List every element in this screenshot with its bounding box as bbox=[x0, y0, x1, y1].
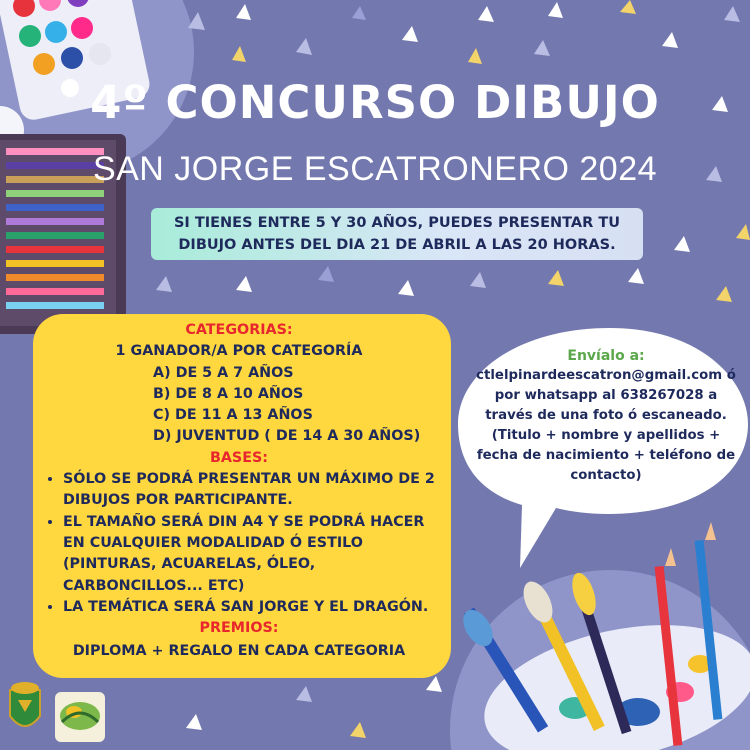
contact-line: (Titulo + nombre y apellidos + bbox=[491, 428, 721, 443]
contact-label: Envíalo a: bbox=[567, 348, 645, 364]
contact-line: fecha de nacimiento + teléfono de bbox=[476, 448, 736, 463]
rule-item: • SÓLO SE PODRÁ PRESENTAR UN MÁXIMO DE 2 DIBUJOS POR PARTICIPANTE. bbox=[63, 469, 437, 512]
contact-info bbox=[468, 346, 744, 486]
poster-subtitle: SAN JORGE ESCATRONERO 2024 bbox=[92, 150, 658, 188]
winner-line: 1 GANADOR/A POR CATEGORÍA bbox=[115, 343, 363, 360]
rules-heading: BASES: bbox=[209, 449, 269, 466]
prizes-text: DIPLOMA + REGALO EN CADA CATEGORIA bbox=[72, 643, 406, 660]
category-item: D) JUVENTUD ( DE 14 A 30 AÑOS) bbox=[153, 428, 421, 445]
intro-banner bbox=[151, 208, 643, 260]
coat-of-arms-logo bbox=[10, 682, 40, 726]
rule-item: • LA TEMÁTICA SERÁ SAN JORGE Y EL DRAGÓN. bbox=[63, 597, 437, 618]
category-item: B) DE 8 A 10 AÑOS bbox=[153, 385, 304, 402]
rules-list bbox=[41, 469, 437, 618]
intro-line: DIBUJO ANTES DEL DIA 21 DE ABRIL A LAS 20 HORAS. bbox=[178, 237, 616, 253]
club-logo bbox=[55, 692, 105, 742]
intro-line: SI TIENES ENTRE 5 Y 30 AÑOS, PUEDES PRESENTAR TU bbox=[173, 215, 621, 231]
poster-title: 4º CONCURSO DIBUJO bbox=[90, 76, 660, 129]
category-item: A) DE 5 A 7 AÑOS bbox=[153, 364, 294, 381]
prizes-heading: PREMIOS: bbox=[199, 620, 279, 637]
rule-item: • EL TAMAÑO SERÁ DIN A4 Y SE PODRÁ HACER EN CUALQUIER MODALIDAD Ó ESTILO (PINTURAS, ACUARELAS, ÓLEO, CARBONCILLOS... ETC) bbox=[63, 512, 437, 597]
category-item: C) DE 11 A 13 AÑOS bbox=[153, 407, 313, 424]
contact-line: por whatsapp al 638267028 a bbox=[494, 388, 718, 403]
contact-line: ctlelpinardeescatron@gmail.com ó bbox=[476, 368, 736, 383]
info-card bbox=[33, 314, 451, 678]
contact-line: través de una foto ó escaneado. bbox=[485, 408, 727, 423]
categories-heading: CATEGORIAS: bbox=[185, 322, 293, 338]
contact-line: contacto) bbox=[570, 468, 642, 483]
